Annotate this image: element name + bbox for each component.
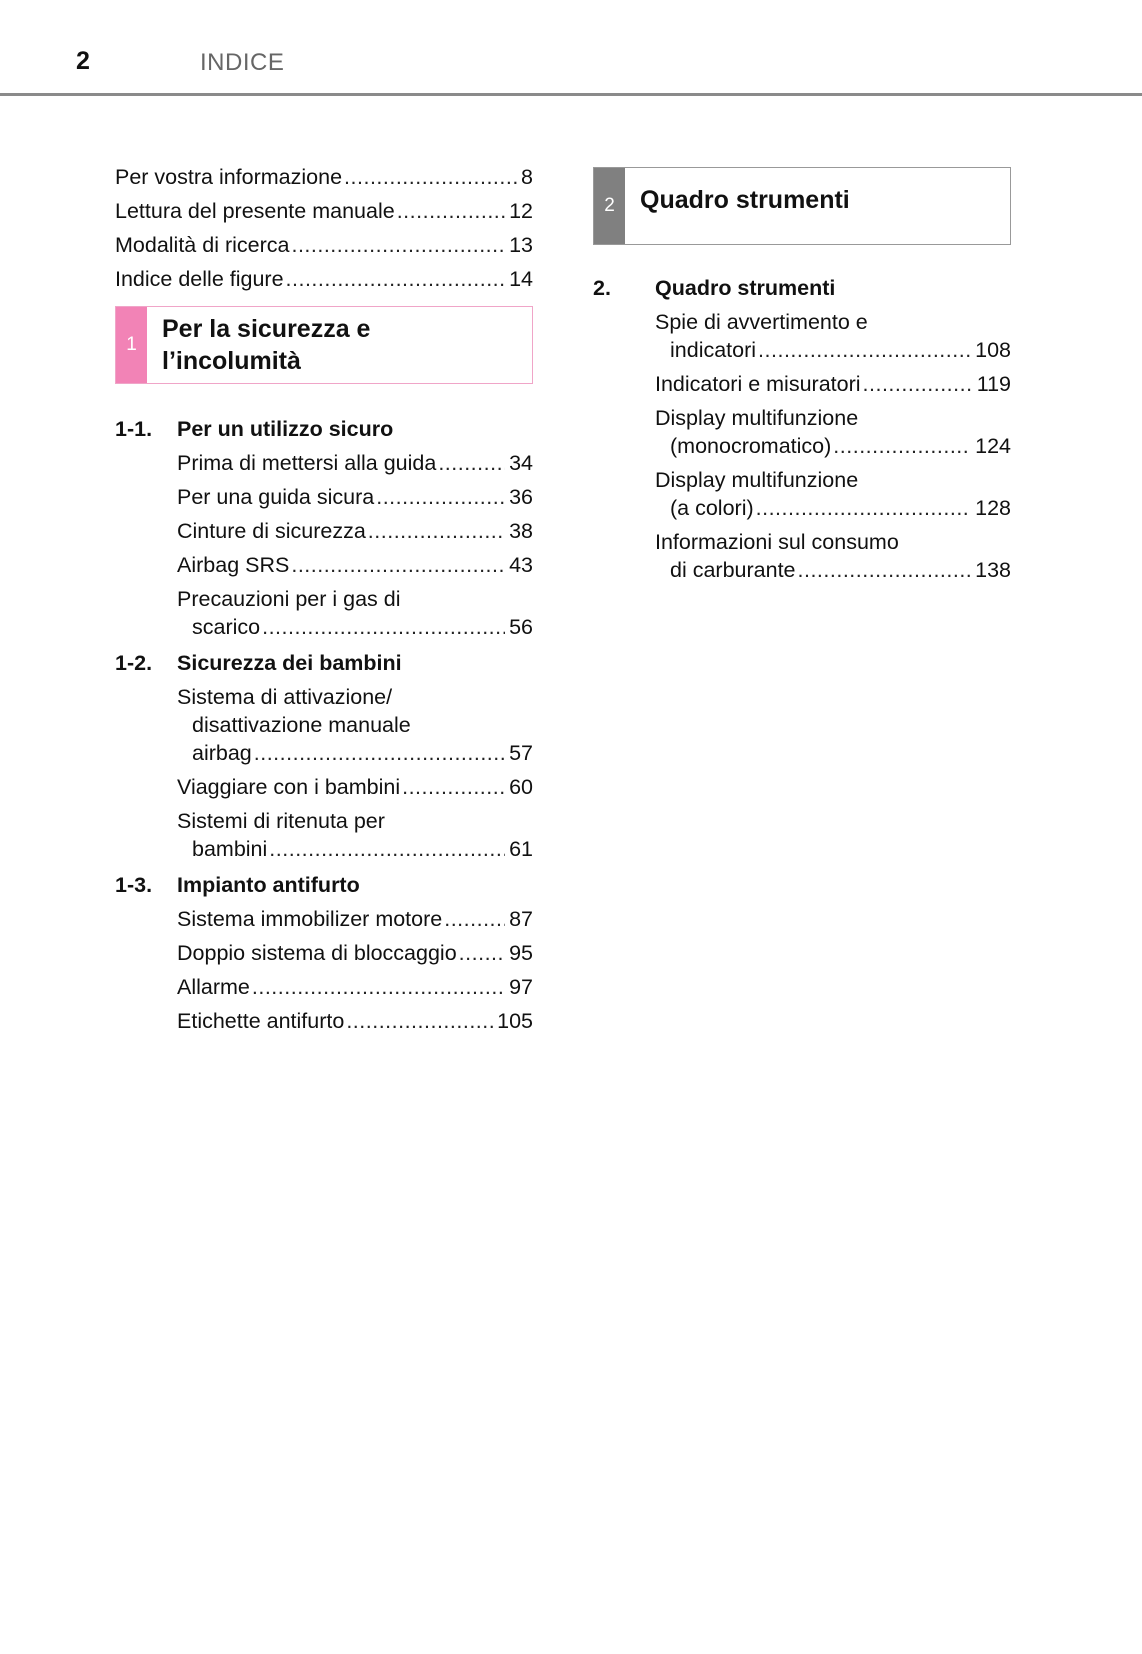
section-title: Sicurezza dei bambini xyxy=(177,651,402,675)
page-header xyxy=(0,0,1142,98)
toc-entry-text: scarico xyxy=(192,615,261,639)
toc-entry-text-line: Spie di avvertimento e xyxy=(655,310,868,334)
toc-entry-page: 13 xyxy=(509,233,533,257)
toc-entry-page: 138 xyxy=(975,558,1011,582)
toc-entry[interactable] xyxy=(177,970,533,1004)
toc-entry[interactable] xyxy=(655,463,1011,525)
toc-entry-page: 38 xyxy=(509,519,533,543)
toc-entry-text-line: Informazioni sul consumo xyxy=(655,530,899,554)
toc-entry-page: 57 xyxy=(509,741,533,765)
leader-dots xyxy=(863,367,973,401)
leader-dots xyxy=(402,770,505,804)
section-title: Per un utilizzo sicuro xyxy=(177,417,394,441)
toc-entry-text: Per una guida sicura xyxy=(177,485,375,509)
toc-entry-text: airbag xyxy=(192,741,252,765)
toc-entry-page: 95 xyxy=(509,941,533,965)
leader-dots xyxy=(758,336,971,364)
toc-entry[interactable] xyxy=(177,804,533,866)
toc-entry[interactable] xyxy=(655,525,1011,587)
chapter-1-header[interactable] xyxy=(115,306,533,384)
header-rule xyxy=(0,93,1142,96)
section-number: 2. xyxy=(593,276,611,300)
toc-entry-text: di carburante xyxy=(670,558,796,582)
toc-entry[interactable] xyxy=(177,582,533,644)
leader-dots xyxy=(254,739,505,767)
toc-entry-text: Indicatori e misuratori xyxy=(655,372,861,396)
toc-entry-page: 97 xyxy=(509,975,533,999)
toc-entry-text: Etichette antifurto xyxy=(177,1009,345,1033)
leader-dots xyxy=(252,970,505,1004)
section-number: 1-1. xyxy=(115,417,153,441)
toc-entry-page: 36 xyxy=(509,485,533,509)
leader-dots xyxy=(438,446,505,480)
section-heading[interactable] xyxy=(115,646,533,680)
chapter-1-tab: 1 xyxy=(116,307,147,383)
leader-dots xyxy=(346,1004,493,1038)
toc-left-column xyxy=(115,160,533,1038)
toc-entry-text-line: Display multifunzione xyxy=(655,406,859,430)
leader-dots xyxy=(291,228,505,262)
chapter-1-title xyxy=(147,307,370,383)
toc-entry-text: Cinture di sicurezza xyxy=(177,519,366,543)
section-2 xyxy=(593,271,1011,587)
toc-entry-page: 124 xyxy=(975,434,1011,458)
toc-entry-page: 108 xyxy=(975,338,1011,362)
leader-dots xyxy=(262,613,505,641)
toc-entry[interactable] xyxy=(655,305,1011,367)
section-number: 1-2. xyxy=(115,651,153,675)
chapter-1-title-line2: l’incolumità xyxy=(162,347,301,375)
toc-entry-page: 56 xyxy=(509,615,533,639)
section-number: 1-3. xyxy=(115,873,153,897)
toc-entry-text: indicatori xyxy=(670,338,757,362)
chapter-2-header[interactable] xyxy=(593,167,1011,245)
toc-entry-text: Doppio sistema di bloccaggio xyxy=(177,941,457,965)
leader-dots xyxy=(444,902,505,936)
toc-entry-page: 43 xyxy=(509,553,533,577)
toc-entry-page: 14 xyxy=(509,267,533,291)
toc-entry-page: 8 xyxy=(521,165,533,189)
toc-entry-text-line: Sistema di attivazione/ xyxy=(177,685,393,709)
toc-entry[interactable] xyxy=(115,194,533,228)
toc-entry-page: 119 xyxy=(976,372,1011,396)
section-1-3 xyxy=(115,868,533,1038)
toc-entry-text: Lettura del presente manuale xyxy=(115,199,395,223)
toc-entry-page: 60 xyxy=(509,775,533,799)
section-1-2 xyxy=(115,646,533,866)
toc-entry[interactable] xyxy=(115,160,533,194)
toc-entry-text: (monocromatico) xyxy=(670,434,832,458)
chapter-2-tab: 2 xyxy=(594,168,625,244)
toc-entry[interactable] xyxy=(177,1004,533,1038)
toc-entry-text: Sistema immobilizer motore xyxy=(177,907,443,931)
toc-entry[interactable] xyxy=(177,446,533,480)
toc-entry[interactable] xyxy=(177,480,533,514)
toc-entry-text-line: Display multifunzione xyxy=(655,468,859,492)
chapter-1-title-line1: Per la sicurezza e xyxy=(162,315,371,343)
section-heading[interactable] xyxy=(593,271,1011,305)
toc-entry-text: Viaggiare con i bambini xyxy=(177,775,401,799)
section-1-1 xyxy=(115,412,533,644)
running-title: INDICE xyxy=(200,49,285,76)
toc-entry[interactable] xyxy=(177,936,533,970)
toc-entry-text: bambini xyxy=(192,837,268,861)
leader-dots xyxy=(798,556,972,584)
toc-entry[interactable] xyxy=(177,548,533,582)
toc-entry-text-line: Precauzioni per i gas di xyxy=(177,587,401,611)
toc-entry-text-line: Sistemi di ritenuta per xyxy=(177,809,385,833)
toc-entry-page: 87 xyxy=(509,907,533,931)
section-title: Impianto antifurto xyxy=(177,873,360,897)
leader-dots xyxy=(291,548,505,582)
intro-entries xyxy=(115,160,533,296)
toc-entry-page: 34 xyxy=(509,451,533,475)
leader-dots xyxy=(376,480,505,514)
toc-entry-page: 12 xyxy=(509,199,533,223)
leader-dots xyxy=(269,835,505,863)
leader-dots xyxy=(344,160,517,194)
toc-entry[interactable] xyxy=(115,228,533,262)
section-title: Quadro strumenti xyxy=(655,276,836,300)
section-heading[interactable] xyxy=(115,412,533,446)
toc-entry-page: 128 xyxy=(975,496,1011,520)
toc-entry[interactable] xyxy=(655,401,1011,463)
toc-entry-text: Prima di mettersi alla guida xyxy=(177,451,437,475)
section-heading[interactable] xyxy=(115,868,533,902)
toc-entry-text: Allarme xyxy=(177,975,250,999)
leader-dots xyxy=(833,432,971,460)
leader-dots xyxy=(368,514,505,548)
leader-dots xyxy=(286,262,506,296)
toc-entry-text: Modalità di ricerca xyxy=(115,233,290,257)
leader-dots xyxy=(459,936,505,970)
toc-entry[interactable] xyxy=(177,514,533,548)
page-number: 2 xyxy=(76,47,90,75)
chapter-2-title xyxy=(625,168,850,244)
toc-entry-text-line: disattivazione manuale xyxy=(192,713,411,737)
toc-entry-page: 105 xyxy=(497,1009,533,1033)
toc-entry-text: (a colori) xyxy=(670,496,754,520)
leader-dots xyxy=(756,494,971,522)
chapter-2-title-line1: Quadro strumenti xyxy=(640,186,850,214)
toc-right-column xyxy=(593,167,1011,587)
toc-entry-text: Indice delle figure xyxy=(115,267,284,291)
toc-entry[interactable] xyxy=(177,902,533,936)
toc-entry-text: Per vostra informazione xyxy=(115,165,343,189)
toc-entry[interactable] xyxy=(177,680,533,770)
toc-entry[interactable] xyxy=(655,367,1011,401)
toc-entry[interactable] xyxy=(115,262,533,296)
toc-entry-page: 61 xyxy=(509,837,533,861)
toc-entry[interactable] xyxy=(177,770,533,804)
leader-dots xyxy=(397,194,505,228)
toc-entry-text: Airbag SRS xyxy=(177,553,290,577)
